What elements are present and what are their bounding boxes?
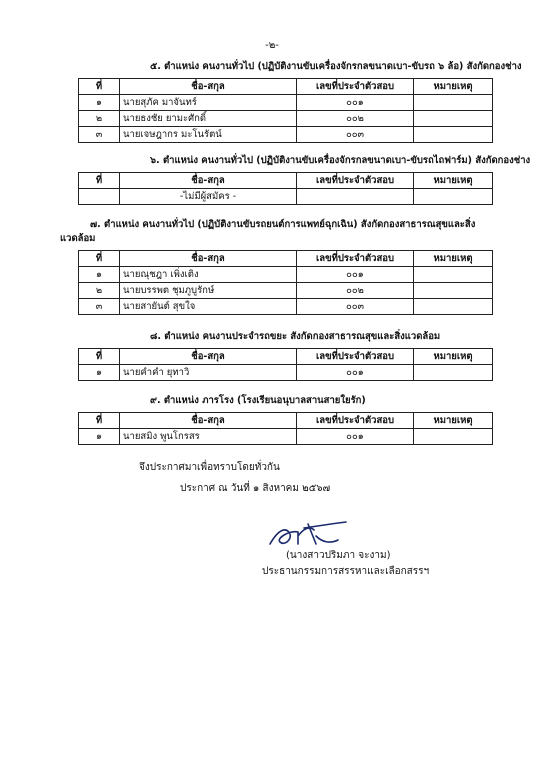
row-no: ๑ <box>79 267 120 283</box>
section-5 <box>0 60 544 143</box>
col-remark: หมายเหตุ <box>414 251 493 267</box>
col-name: ชื่อ-สกุล <box>120 251 297 267</box>
row-no: ๑ <box>79 95 120 111</box>
section-7 <box>0 218 544 315</box>
signer-title: ประธานกรรมการสรรหาและเลือกสรรฯ <box>262 566 430 577</box>
row-name: นายสุภัค มาจันทร์ <box>120 95 297 111</box>
row-exam-id: ๐๐๓ <box>297 127 414 143</box>
row-no: ๑ <box>79 429 120 445</box>
row-name: นายณุชฎา เพิ่งเติง <box>120 267 297 283</box>
row-remark <box>414 111 493 127</box>
row-remark <box>414 299 493 315</box>
row-remark <box>414 283 493 299</box>
row-exam-id: ๐๐๑ <box>297 365 414 381</box>
row-no: ๒ <box>79 283 120 299</box>
announcement-date: ประกาศ ณ วันที่ ๑ สิงหาคม ๒๕๖๗ <box>180 483 331 494</box>
row-remark <box>414 429 493 445</box>
col-remark: หมายเหตุ <box>414 349 493 365</box>
col-no: ที่ <box>79 79 120 95</box>
row-exam-id: ๐๐๑ <box>297 95 414 111</box>
row-remark <box>414 365 493 381</box>
row-name: นายธงชัย ยามะศักดิ์ <box>120 111 297 127</box>
page-number: -๒- <box>265 40 279 51</box>
col-remark: หมายเหตุ <box>414 173 493 189</box>
table-header-row <box>79 349 493 365</box>
row-name: นายสายันต์ สุขใจ <box>120 299 297 315</box>
col-name: ชื่อ-สกุล <box>120 349 297 365</box>
col-exam-id: เลขที่ประจำตัวสอบ <box>297 251 414 267</box>
candidate-table <box>78 78 493 143</box>
section-heading: ๘. ตำแหน่ง คนงานประจำรถขยะ สังกัดกองสาธารณสุขและสิ่งแวดล้อม <box>150 331 441 342</box>
row-exam-id: ๐๐๒ <box>297 283 414 299</box>
table-row <box>79 283 493 299</box>
table-header-row <box>79 173 493 189</box>
col-remark: หมายเหตุ <box>414 413 493 429</box>
row-no: ๓ <box>79 127 120 143</box>
row-name: นายเจษฎากร มะโนรัตน์ <box>120 127 297 143</box>
candidate-table <box>78 250 493 315</box>
table-row <box>79 127 493 143</box>
col-name: ชื่อ-สกุล <box>120 413 297 429</box>
col-name: ชื่อ-สกุล <box>120 79 297 95</box>
table-header-row <box>79 79 493 95</box>
candidate-table <box>78 412 493 445</box>
col-no: ที่ <box>79 413 120 429</box>
row-name: นายบรรพต ชุมภูบูรักษ์ <box>120 283 297 299</box>
row-no: ๑ <box>79 365 120 381</box>
row-exam-id: ๐๐๓ <box>297 299 414 315</box>
section-9 <box>0 394 544 445</box>
section-heading: ๖. ตำแหน่ง คนงานทั่วไป (ปฏิบัติงานขับเครื่องจักรกลขนาดเบา-ขับรถไถฟาร์ม) สังกัดกองช่าง <box>150 155 531 166</box>
col-name: ชื่อ-สกุล <box>120 173 297 189</box>
section-heading: ๗. ตำแหน่ง คนงานทั่วไป (ปฏิบัติงานขับรถยนต์การแพทย์ฉุกเฉิน) สังกัดกองสาธารณสุขและสิ่งแวดล้อม <box>60 219 476 244</box>
col-exam-id: เลขที่ประจำตัวสอบ <box>297 349 414 365</box>
row-exam-id: ๐๐๑ <box>297 429 414 445</box>
table-header-row <box>79 251 493 267</box>
row-exam-id: ๐๐๒ <box>297 111 414 127</box>
col-no: ที่ <box>79 349 120 365</box>
table-header-row <box>79 413 493 429</box>
announcement-text: จึงประกาศมาเพื่อทราบโดยทั่วกัน <box>139 462 280 473</box>
table-row <box>79 111 493 127</box>
col-remark: หมายเหตุ <box>414 79 493 95</box>
col-exam-id: เลขที่ประจำตัวสอบ <box>297 79 414 95</box>
row-no: ๓ <box>79 299 120 315</box>
table-row <box>79 429 493 445</box>
row-name: นายสมิง พูนโกรสร <box>120 429 297 445</box>
row-remark <box>414 267 493 283</box>
signature-image <box>264 516 350 552</box>
section-heading: ๕. ตำแหน่ง คนงานทั่วไป (ปฏิบัติงานขับเครื่องจักรกลขนาดเบา-ขับรถ ๖ ล้อ) สังกัดกองช่าง <box>150 61 522 72</box>
row-exam-id: ๐๐๑ <box>297 267 414 283</box>
table-row <box>79 189 493 205</box>
row-remark <box>414 127 493 143</box>
col-no: ที่ <box>79 173 120 189</box>
table-row <box>79 365 493 381</box>
table-row <box>79 267 493 283</box>
signer-name: (นางสาวปริมภา จะงาม) <box>286 550 391 561</box>
row-remark <box>414 189 493 205</box>
table-row <box>79 95 493 111</box>
row-no <box>79 189 120 205</box>
col-no: ที่ <box>79 251 120 267</box>
section-8 <box>0 330 544 381</box>
candidate-table <box>78 172 493 205</box>
section-6 <box>0 154 544 205</box>
col-exam-id: เลขที่ประจำตัวสอบ <box>297 413 414 429</box>
row-no: ๒ <box>79 111 120 127</box>
col-exam-id: เลขที่ประจำตัวสอบ <box>297 173 414 189</box>
row-exam-id <box>297 189 414 205</box>
row-name: นายคำคำ ยุทาวิ <box>120 365 297 381</box>
row-remark <box>414 95 493 111</box>
row-name: -ไม่มีผู้สมัคร - <box>120 189 297 205</box>
section-heading: ๙. ตำแหน่ง ภารโรง (โรงเรียนอนุบาลสานสายใยรัก) <box>150 395 366 406</box>
candidate-table <box>78 348 493 381</box>
table-row <box>79 299 493 315</box>
